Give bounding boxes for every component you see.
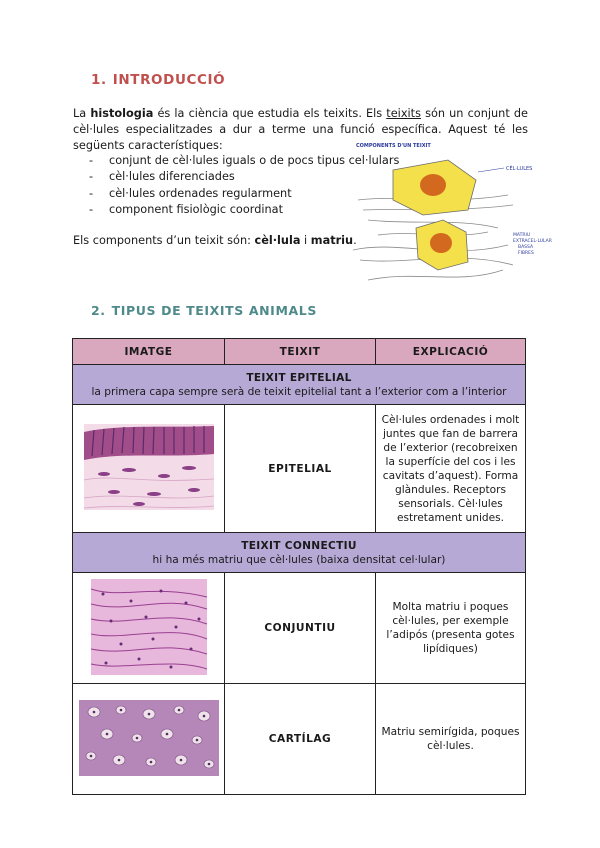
list-item: - conjunt de cèl·lules iguals o de pocs tipus cel·lulars <box>89 153 399 169</box>
label-matrix-2: EXTRACEL·LULAR <box>513 239 552 244</box>
components-suffix: . <box>353 234 357 247</box>
section-2-heading <box>91 303 323 318</box>
section-1-title: INTRODUCCIÓ <box>112 72 226 88</box>
tissue-types-table <box>72 338 526 795</box>
connective-section-row <box>73 533 526 573</box>
conjunctive-explanation: Molta matriu i poques cèl·lules, per exemple l’adipós (presenta gotes lipídiques) <box>376 573 526 684</box>
epithelial-section-subtitle: la primera capa sempre serà de teixit epitelial tant a l’exterior com a l’interior <box>91 385 507 398</box>
epithelial-explanation: Cèl·lules ordenades i molt juntes que fan de barrera de l’exterior (recobreixen la superfície del cos i les cavitats d’aquest). Forma glàndules. Receptors sensorials. Cèl·lules estretament unides. <box>376 405 526 533</box>
section-2-number: 2. <box>91 303 106 318</box>
components-prefix: Els components d’un teixit són: <box>73 234 255 247</box>
connective-section-title: TEIXIT CONNECTIU <box>241 539 357 552</box>
section-1-heading <box>91 72 231 88</box>
cartilage-name: CARTÍLAG <box>225 684 376 795</box>
term-matriu: matriu <box>310 234 354 247</box>
list-item: - cèl·lules diferenciades <box>89 169 399 185</box>
intro-text-1: La <box>73 107 91 120</box>
tissue-components-diagram <box>338 140 552 290</box>
nucleus-lower <box>430 233 452 253</box>
nucleus-upper <box>420 174 446 196</box>
term-teixits: teixits <box>386 107 421 120</box>
cartilage-micrograph <box>79 700 219 776</box>
term-cellula: cèl·lula <box>254 234 301 247</box>
section-2-title: TIPUS DE TEIXITS ANIMALS <box>111 303 317 318</box>
label-matrix-3: BASSA <box>518 245 534 250</box>
conjunctive-name: CONJUNTIU <box>225 573 376 684</box>
section-1-number: 1. <box>91 72 107 88</box>
components-and: i <box>300 234 311 247</box>
list-item: - component fisiològic coordinat <box>89 202 399 218</box>
conjunctive-micrograph <box>91 579 207 675</box>
epithelial-section-row <box>73 365 526 405</box>
term-histologia: histologia <box>90 107 154 120</box>
diagram-title: COMPONENTS D'UN TEIXIT <box>356 143 431 149</box>
header-explanation: EXPLICACIÓ <box>376 339 526 365</box>
label-matrix-4: FIBRES <box>518 251 534 256</box>
header-tissue: TEIXIT <box>225 339 376 365</box>
label-matrix-1: MATRIU <box>513 233 531 238</box>
list-item: - cèl·lules ordenades regularment <box>89 186 399 202</box>
label-cells: CÈL·LULES <box>506 166 533 172</box>
epithelial-image-cell <box>73 405 225 533</box>
conjunctive-image-cell <box>73 573 225 684</box>
epithelial-name: EPITELIAL <box>225 405 376 533</box>
epithelial-section-title: TEIXIT EPITELIAL <box>246 371 352 384</box>
connective-section-subtitle: hi ha més matriu que cèl·lules (baixa densitat cel·lular) <box>152 553 446 566</box>
intro-text-2: és la ciència que estudia els teixits. Els <box>153 107 387 120</box>
cartilage-image-cell <box>73 684 225 795</box>
intro-text-3: són un conjunt de cèl·lules especialitzades a dur a terme una funció específica. Aquest té les següents característiques: <box>73 107 528 153</box>
header-image: IMATGE <box>73 339 225 365</box>
components-sentence <box>73 234 357 247</box>
epithelial-micrograph <box>84 424 214 510</box>
cartilage-explanation: Matriu semirígida, poques cèl·lules. <box>376 684 526 795</box>
